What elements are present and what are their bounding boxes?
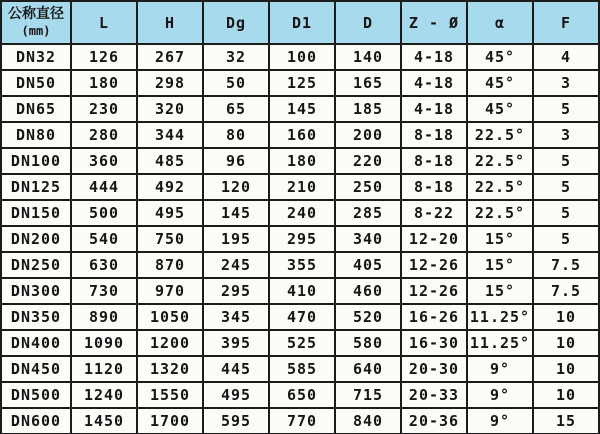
data-cell: 5 — [533, 200, 599, 226]
data-cell: 495 — [137, 200, 203, 226]
data-cell: 11.25° — [467, 304, 533, 330]
header-cell: F — [533, 1, 599, 44]
row-label: DN150 — [1, 200, 71, 226]
data-cell: 970 — [137, 278, 203, 304]
table-header — [1, 1, 599, 44]
data-cell: 1240 — [71, 382, 137, 408]
header-cell: L — [71, 1, 137, 44]
data-cell: 3 — [533, 122, 599, 148]
data-cell: 12-26 — [401, 252, 467, 278]
row-label: DN100 — [1, 148, 71, 174]
data-cell: 20-36 — [401, 408, 467, 434]
data-cell: 8-22 — [401, 200, 467, 226]
data-cell: 8-18 — [401, 174, 467, 200]
row-label: DN400 — [1, 330, 71, 356]
data-cell: 22.5° — [467, 148, 533, 174]
data-cell: 1320 — [137, 356, 203, 382]
data-cell: 8-18 — [401, 122, 467, 148]
header-cell: D — [335, 1, 401, 44]
data-cell: 640 — [335, 356, 401, 382]
data-cell: 22.5° — [467, 122, 533, 148]
data-cell: 495 — [203, 382, 269, 408]
data-cell: 7.5 — [533, 252, 599, 278]
header-cell: D1 — [269, 1, 335, 44]
data-cell: 5 — [533, 148, 599, 174]
data-cell: 485 — [137, 148, 203, 174]
data-cell: 1090 — [71, 330, 137, 356]
header-cell: H — [137, 1, 203, 44]
row-label: DN65 — [1, 96, 71, 122]
data-cell: 870 — [137, 252, 203, 278]
data-cell: 492 — [137, 174, 203, 200]
row-label: DN500 — [1, 382, 71, 408]
row-label: DN50 — [1, 70, 71, 96]
data-cell: 125 — [269, 70, 335, 96]
table-row — [1, 200, 599, 226]
row-label: DN300 — [1, 278, 71, 304]
data-cell: 730 — [71, 278, 137, 304]
data-cell: 10 — [533, 382, 599, 408]
data-cell: 12-26 — [401, 278, 467, 304]
data-cell: 10 — [533, 304, 599, 330]
data-cell: 295 — [203, 278, 269, 304]
data-cell: 140 — [335, 44, 401, 70]
table-row — [1, 44, 599, 70]
header-title-line1: 公称直径 — [8, 6, 64, 23]
data-cell: 15 — [533, 408, 599, 434]
data-cell: 9° — [467, 356, 533, 382]
data-cell: 10 — [533, 356, 599, 382]
data-cell: 267 — [137, 44, 203, 70]
data-cell: 10 — [533, 330, 599, 356]
data-cell: 4-18 — [401, 44, 467, 70]
data-cell: 395 — [203, 330, 269, 356]
table-row — [1, 356, 599, 382]
header-cell: Dg — [203, 1, 269, 44]
data-cell: 45° — [467, 44, 533, 70]
data-cell: 4-18 — [401, 96, 467, 122]
data-cell: 145 — [269, 96, 335, 122]
data-cell: 9° — [467, 408, 533, 434]
data-cell: 750 — [137, 226, 203, 252]
table-row — [1, 278, 599, 304]
row-label: DN200 — [1, 226, 71, 252]
data-cell: 12-20 — [401, 226, 467, 252]
data-cell: 470 — [269, 304, 335, 330]
data-cell: 840 — [335, 408, 401, 434]
header-title-line2: (mm) — [21, 23, 51, 38]
data-cell: 20-33 — [401, 382, 467, 408]
data-cell: 32 — [203, 44, 269, 70]
table-row — [1, 122, 599, 148]
data-cell: 160 — [269, 122, 335, 148]
data-cell: 145 — [203, 200, 269, 226]
row-label: DN250 — [1, 252, 71, 278]
data-cell: 320 — [137, 96, 203, 122]
table-row — [1, 96, 599, 122]
data-cell: 630 — [71, 252, 137, 278]
data-cell: 1550 — [137, 382, 203, 408]
data-cell: 9° — [467, 382, 533, 408]
data-cell: 650 — [269, 382, 335, 408]
data-cell: 298 — [137, 70, 203, 96]
data-cell: 5 — [533, 174, 599, 200]
data-cell: 96 — [203, 148, 269, 174]
data-cell: 20-30 — [401, 356, 467, 382]
row-label: DN80 — [1, 122, 71, 148]
data-cell: 1700 — [137, 408, 203, 434]
data-cell: 15° — [467, 226, 533, 252]
data-cell: 7.5 — [533, 278, 599, 304]
row-label: DN450 — [1, 356, 71, 382]
data-cell: 4 — [533, 44, 599, 70]
data-cell: 715 — [335, 382, 401, 408]
data-cell: 580 — [335, 330, 401, 356]
data-cell: 770 — [269, 408, 335, 434]
data-cell: 4-18 — [401, 70, 467, 96]
data-cell: 80 — [203, 122, 269, 148]
data-cell: 355 — [269, 252, 335, 278]
header-row — [1, 1, 599, 44]
data-cell: 540 — [71, 226, 137, 252]
data-cell: 180 — [269, 148, 335, 174]
data-cell: 340 — [335, 226, 401, 252]
row-label: DN32 — [1, 44, 71, 70]
data-cell: 126 — [71, 44, 137, 70]
data-cell: 8-18 — [401, 148, 467, 174]
table-row — [1, 304, 599, 330]
table-row — [1, 330, 599, 356]
table-row — [1, 226, 599, 252]
data-cell: 245 — [203, 252, 269, 278]
data-cell: 180 — [71, 70, 137, 96]
data-cell: 1450 — [71, 408, 137, 434]
header-cell: Z - Ø — [401, 1, 467, 44]
data-cell: 65 — [203, 96, 269, 122]
row-label: DN350 — [1, 304, 71, 330]
data-cell: 16-26 — [401, 304, 467, 330]
data-cell: 500 — [71, 200, 137, 226]
data-cell: 410 — [269, 278, 335, 304]
data-cell: 1200 — [137, 330, 203, 356]
table-row — [1, 382, 599, 408]
data-cell: 3 — [533, 70, 599, 96]
data-cell: 345 — [203, 304, 269, 330]
data-cell: 15° — [467, 252, 533, 278]
data-cell: 22.5° — [467, 200, 533, 226]
data-cell: 1120 — [71, 356, 137, 382]
data-cell: 1050 — [137, 304, 203, 330]
table-body — [1, 44, 599, 434]
data-cell: 50 — [203, 70, 269, 96]
data-cell: 460 — [335, 278, 401, 304]
data-cell: 45° — [467, 96, 533, 122]
data-cell: 344 — [137, 122, 203, 148]
data-cell: 220 — [335, 148, 401, 174]
data-cell: 295 — [269, 226, 335, 252]
data-cell: 520 — [335, 304, 401, 330]
table-row — [1, 148, 599, 174]
row-label: DN600 — [1, 408, 71, 434]
data-cell: 890 — [71, 304, 137, 330]
data-cell: 15° — [467, 278, 533, 304]
data-cell: 445 — [203, 356, 269, 382]
data-cell: 360 — [71, 148, 137, 174]
table-row — [1, 174, 599, 200]
data-cell: 120 — [203, 174, 269, 200]
table-row — [1, 252, 599, 278]
data-cell: 11.25° — [467, 330, 533, 356]
data-cell: 5 — [533, 96, 599, 122]
data-cell: 165 — [335, 70, 401, 96]
data-cell: 285 — [335, 200, 401, 226]
header-cell-nominal-diameter — [1, 1, 71, 44]
data-cell: 250 — [335, 174, 401, 200]
data-cell: 5 — [533, 226, 599, 252]
data-cell: 195 — [203, 226, 269, 252]
data-cell: 22.5° — [467, 174, 533, 200]
data-cell: 405 — [335, 252, 401, 278]
data-cell: 16-30 — [401, 330, 467, 356]
data-cell: 595 — [203, 408, 269, 434]
row-label: DN125 — [1, 174, 71, 200]
table-row — [1, 70, 599, 96]
data-cell: 230 — [71, 96, 137, 122]
header-cell: α — [467, 1, 533, 44]
data-cell: 525 — [269, 330, 335, 356]
data-cell: 200 — [335, 122, 401, 148]
data-cell: 100 — [269, 44, 335, 70]
data-cell: 185 — [335, 96, 401, 122]
data-cell: 280 — [71, 122, 137, 148]
data-cell: 240 — [269, 200, 335, 226]
data-cell: 45° — [467, 70, 533, 96]
data-cell: 444 — [71, 174, 137, 200]
data-cell: 210 — [269, 174, 335, 200]
data-cell: 585 — [269, 356, 335, 382]
table-row — [1, 408, 599, 434]
